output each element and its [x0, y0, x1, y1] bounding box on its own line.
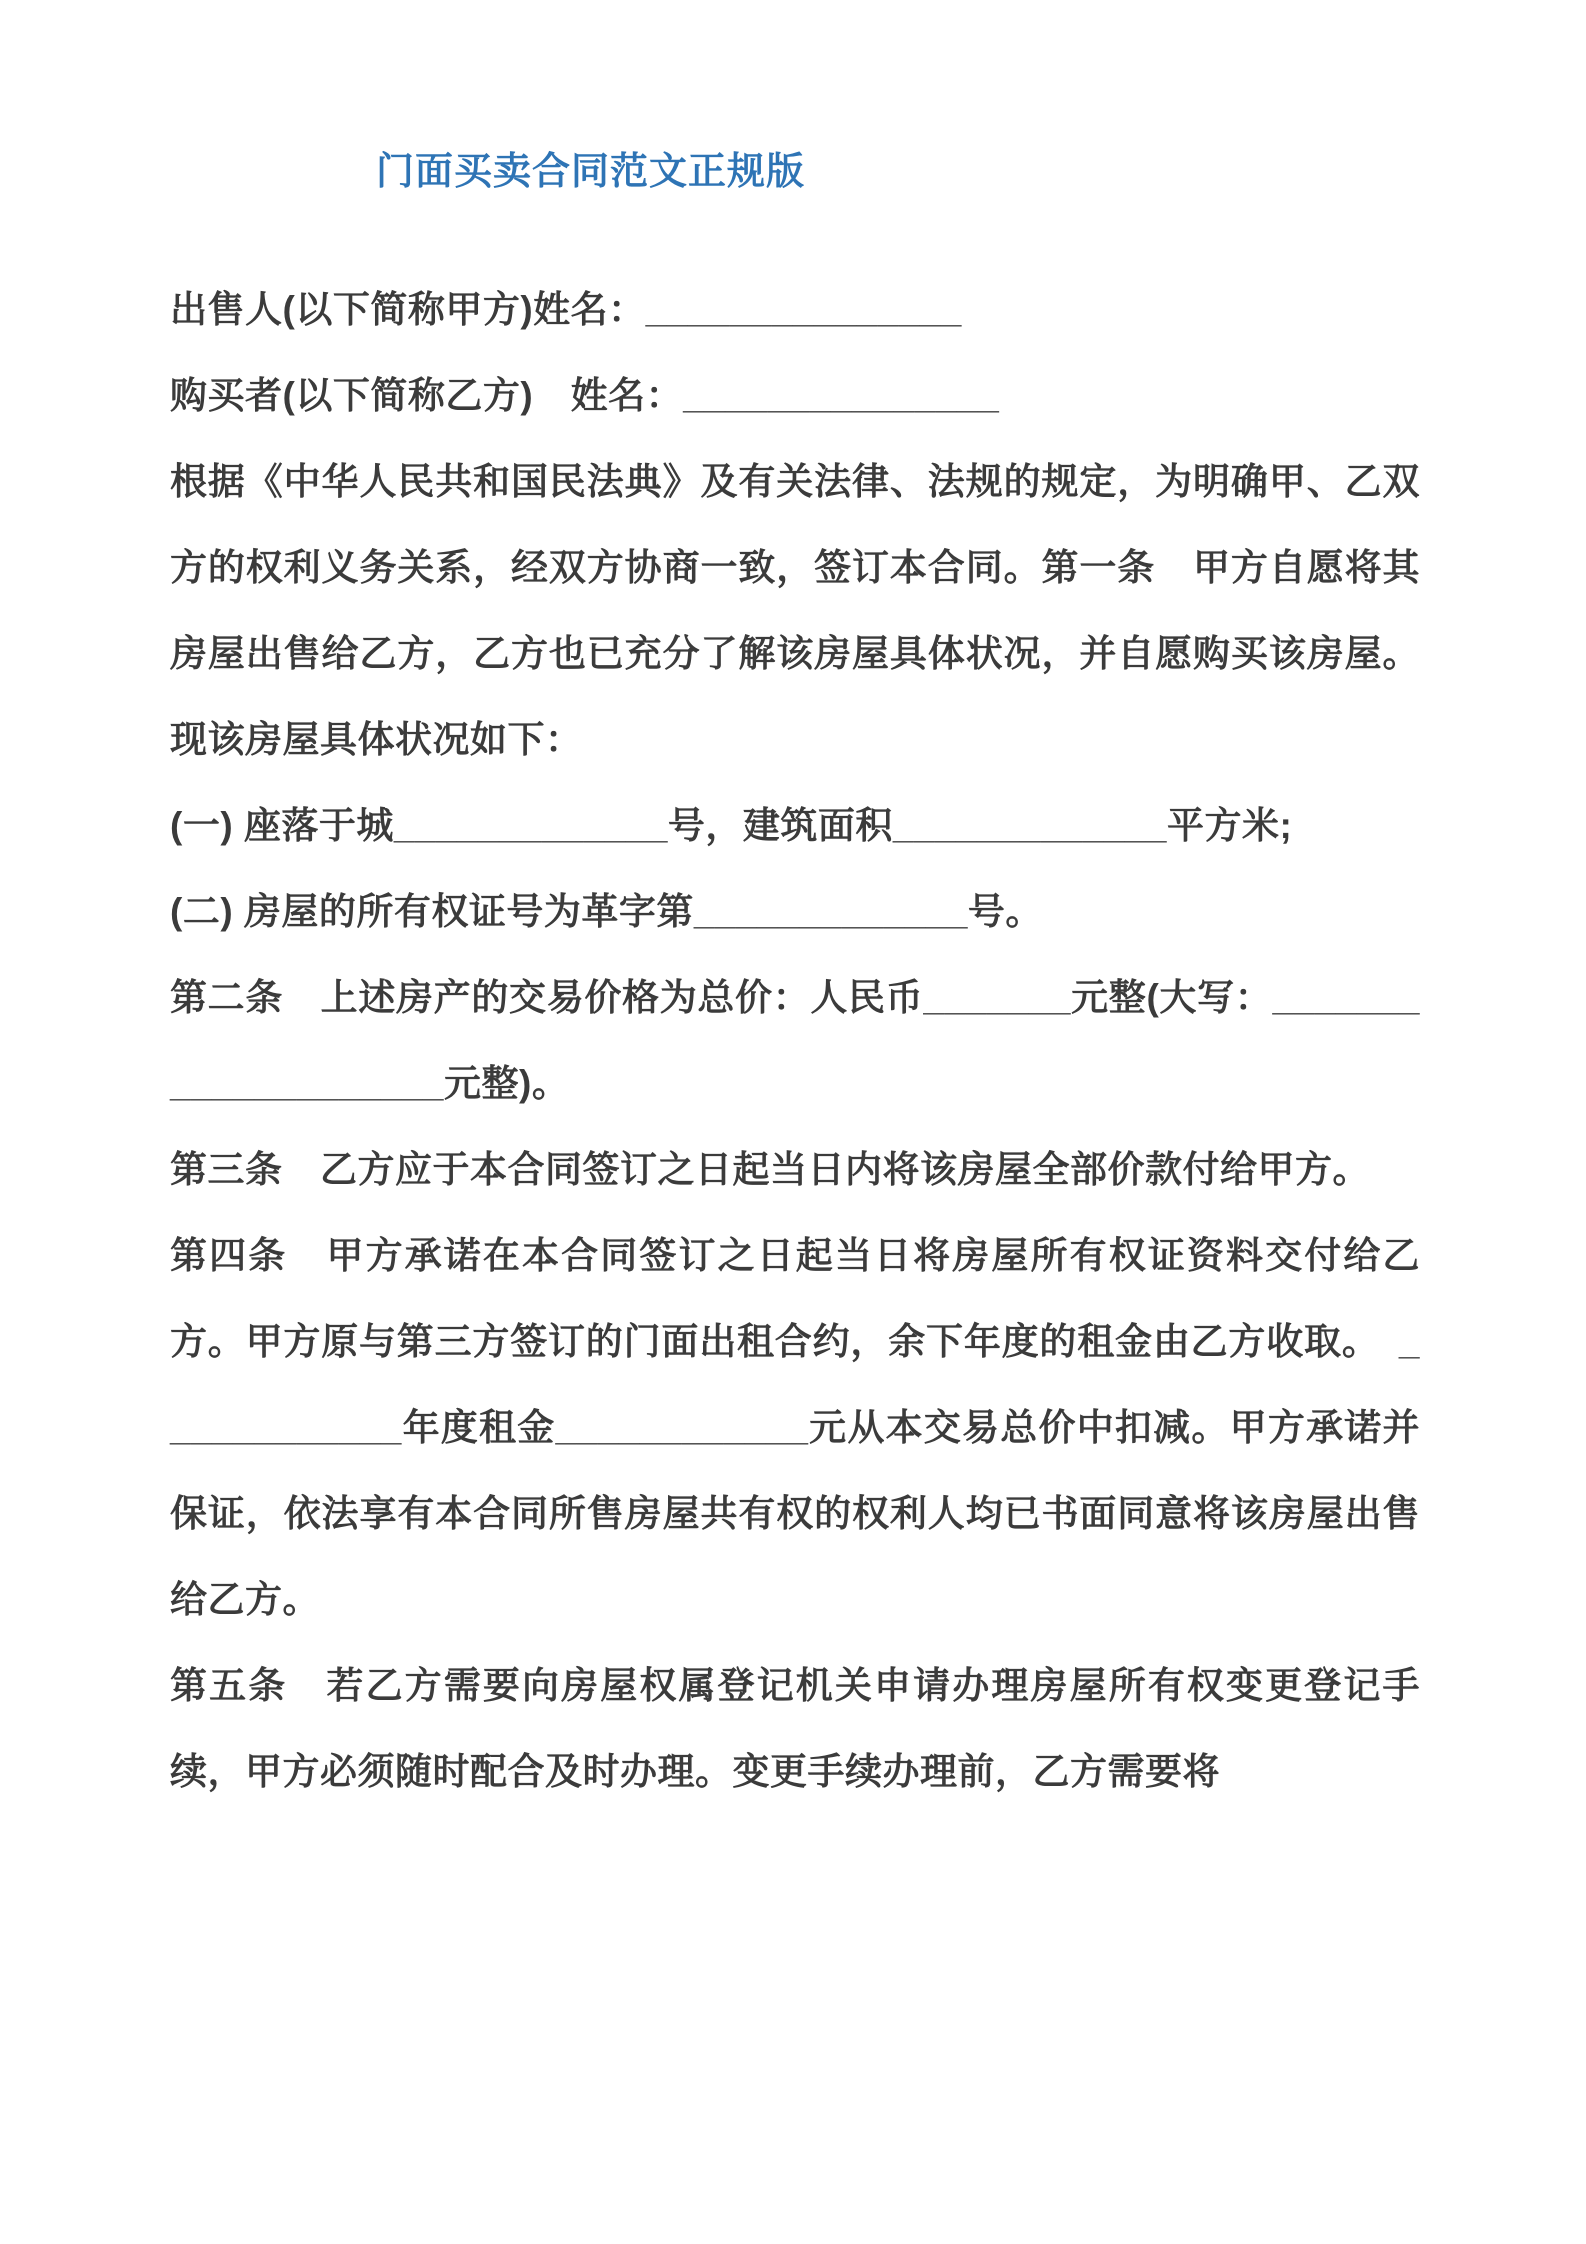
- paragraph-house-item-2: (二) 房屋的所有权证号为革字第_____________号。: [170, 891, 1043, 933]
- paragraph-article-5: 第五条 若乙方需要向房屋权属登记机关申请办理房屋所有权变更登记手续，甲方必须随时配合及时办理。变更手续办理前，乙方需要将: [170, 1665, 1420, 1793]
- document-body: [170, 267, 1420, 1815]
- paragraph-house-item-1: (一) 座落于城_____________号，建筑面积_____________平方米;: [170, 805, 1293, 847]
- paragraph-article-4: 第四条 甲方承诺在本合同签订之日起当日将房屋所有权证资料交付给乙方。甲方原与第三方签订的门面出租合约，余下年度的租金由乙方收取。 ____________年度租金____________元从本交易总价中扣减。甲方承诺并保证，依法享有本合同所售房屋共有权的权利人均已书面同意将该房屋出售给乙方。: [170, 1235, 1420, 1621]
- document-title: 门面买卖合同范文正规版: [376, 151, 806, 193]
- paragraph-seller-name: 出售人(以下简称甲方)姓名：_______________: [170, 289, 962, 331]
- paragraph-buyer-name: 购买者(以下简称乙方) 姓名：_______________: [170, 375, 1000, 417]
- paragraph-preamble-article-1: 根据《中华人民共和国民法典》及有关法律、法规的规定，为明确甲、乙双方的权利义务关系，经双方协商一致，签订本合同。第一条 甲方自愿将其房屋出售给乙方，乙方也已充分了解该房屋具体状况，并自愿购买该房屋。现该房屋具体状况如下：: [170, 461, 1420, 761]
- paragraph-article-3: 第三条 乙方应于本合同签订之日起当日内将该房屋全部价款付给甲方。: [170, 1149, 1370, 1191]
- paragraph-article-2: 第二条 上述房产的交易价格为总价：人民币_______元整(大写：____________________元整)。: [170, 977, 1420, 1105]
